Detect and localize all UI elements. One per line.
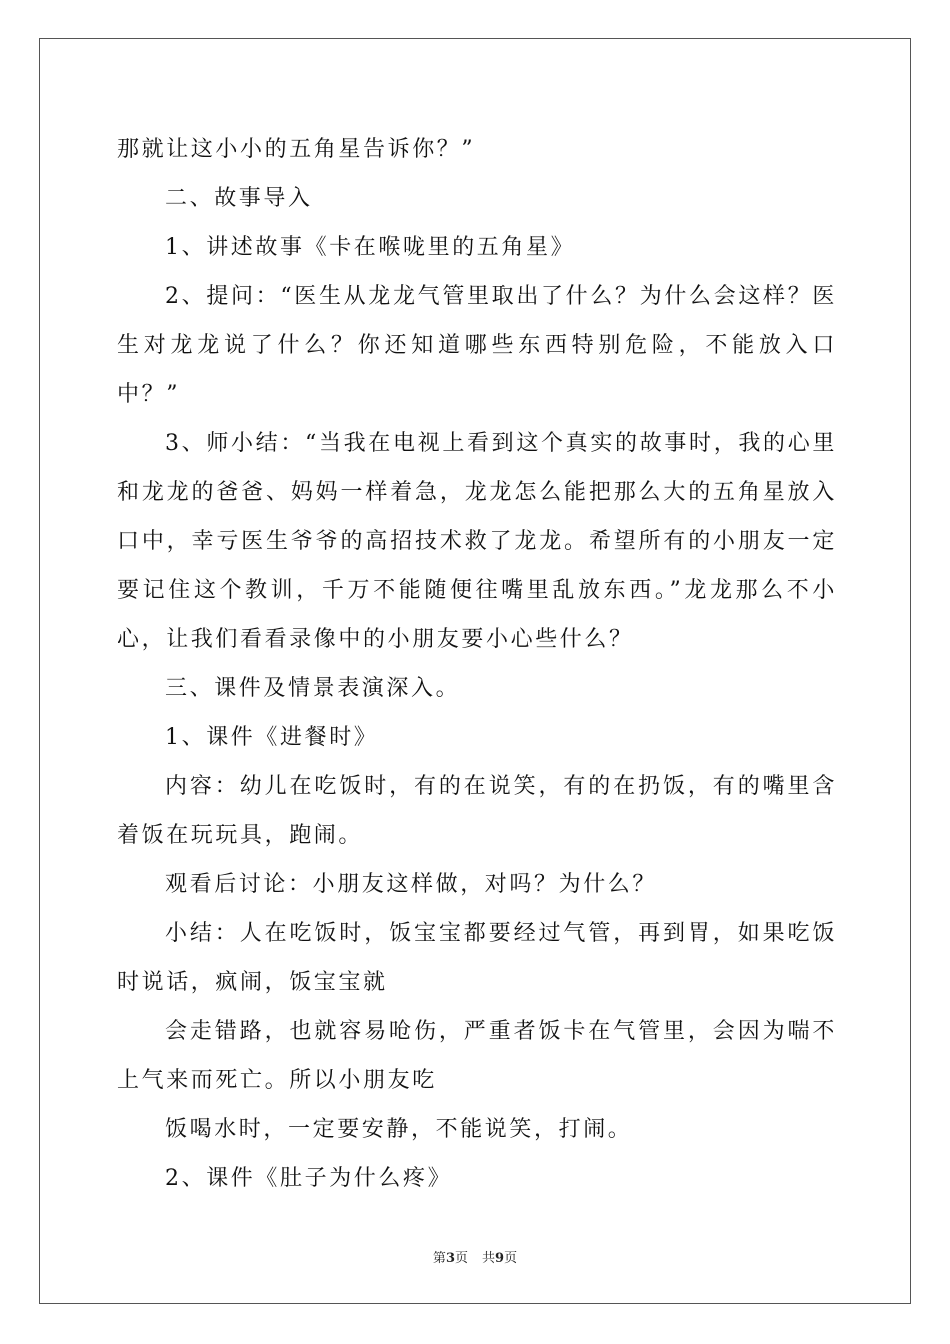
paragraph-3: 1、讲述故事《卡在喉咙里的五角星》 [165,235,576,260]
paragraph-7: 1、课件《进餐时》 [165,725,379,750]
page-current: 3 [445,1251,455,1266]
paragraph-8: 内容：幼儿在吃饭时，有的在说笑，有的在扔饭，有的嘴里含着饭在玩玩具，跑闹。 [117,774,837,848]
paragraph-4: 2、提问：“医生从龙龙气管里取出了什么？为什么会这样？医生对龙龙说了什么？你还知道哪些东西特别危险，不能放入口中？” [117,284,837,407]
document-body [117,125,837,1203]
paragraph-9: 观看后讨论：小朋友这样做，对吗？为什么？ [165,872,658,897]
page-footer [0,1247,950,1266]
page-suffix: 页 [454,1251,468,1266]
total-prefix: 共 [482,1251,496,1266]
paragraph-11: 会走错路，也就容易呛伤，严重者饭卡在气管里，会因为喘不上气来而死亡。所以小朋友吃 [117,1019,837,1093]
paragraph-5: 3、师小结：“当我在电视上看到这个真实的故事时，我的心里和龙龙的爸爸、妈妈一样着急，龙龙怎么能把那么大的五角星放入口中，幸亏医生爷爷的高招技术救了龙龙。希望所有的小朋友一定要记住这个教训，千万不能随便往嘴里乱放东西。”龙龙那么不小心，让我们看看录像中的小朋友要小心些什么？ [117,431,837,652]
page-total: 9 [495,1251,505,1266]
paragraph-10: 小结：人在吃饭时，饭宝宝都要经过气管，再到胃，如果吃饭时说话，疯闹，饭宝宝就 [117,921,837,995]
paragraph-13: 2、课件《肚子为什么疼》 [165,1166,453,1191]
page-prefix: 第 [432,1251,446,1266]
paragraph-1: 那就让这小小的五角星告诉你？” [117,137,476,162]
paragraph-2: 二、故事导入 [165,186,313,211]
total-suffix: 页 [504,1251,518,1266]
paragraph-6: 三、课件及情景表演深入。 [165,676,461,701]
paragraph-12: 饭喝水时，一定要安静，不能说笑，打闹。 [165,1117,633,1142]
